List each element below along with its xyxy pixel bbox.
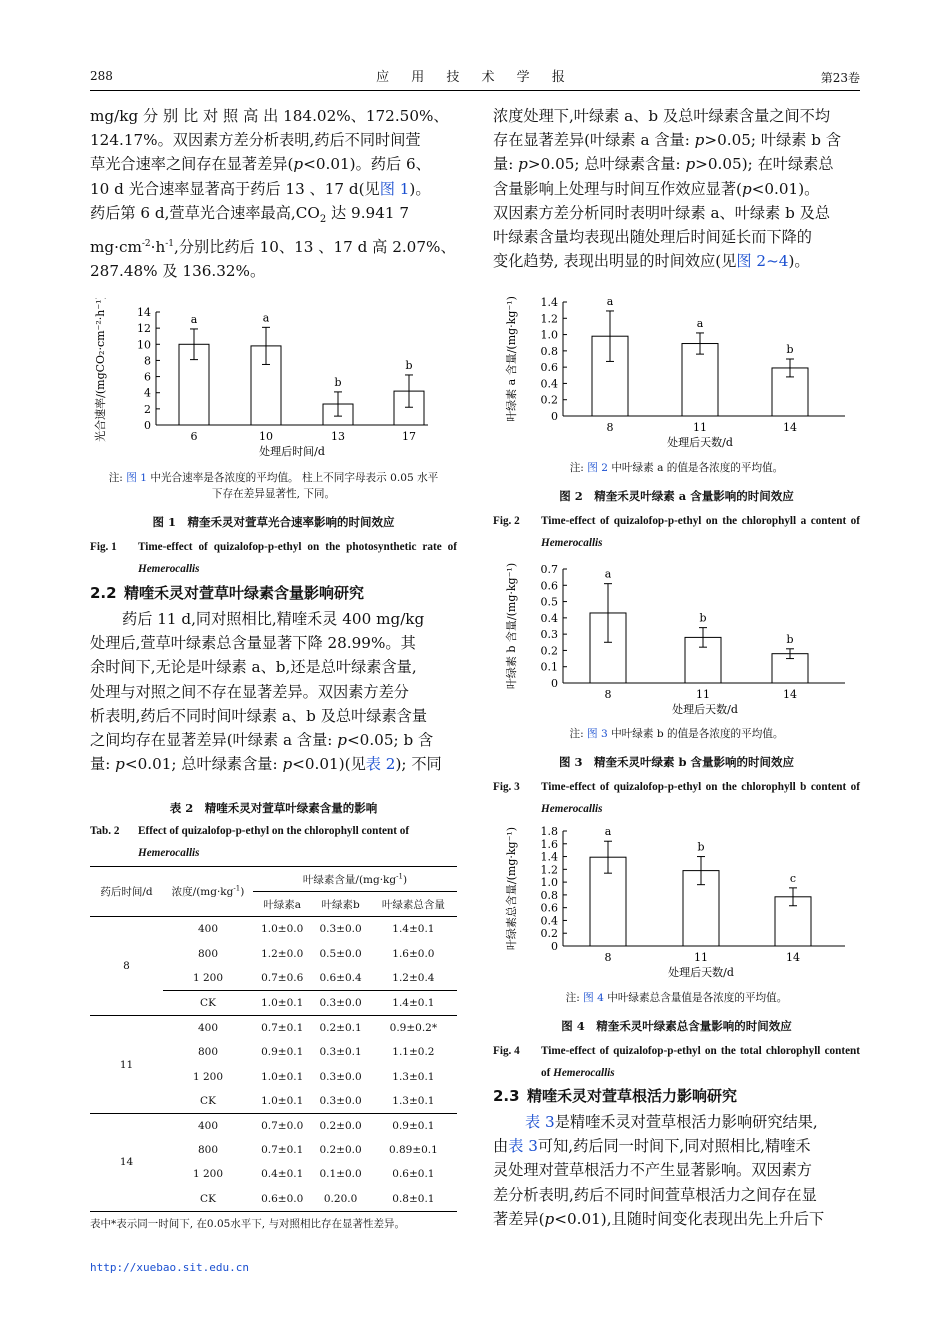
table-row: 800 0.9±0.1 0.3±0.1 1.1±0.2 <box>197 1046 435 1059</box>
significance-letter: b <box>699 611 707 625</box>
y-tick-label: 0.8 <box>540 888 558 902</box>
x-tick-label: 14 <box>786 951 800 964</box>
left-column-2 <box>90 582 457 776</box>
fig4-chart <box>493 820 860 986</box>
y-tick-label: 0.2 <box>540 393 558 407</box>
x-tick-label: 8 <box>604 951 612 964</box>
y-tick-label: 0.5 <box>540 595 558 609</box>
right-paragraph-2: 表 3是精喹禾灵对萱草根活力影响研究结果, 由表 3可知,药后同一时间下,同对照相比,精喹禾 灵处理对萱草根活力不产生显著影响。双因素方 差分析表明,药后不同时间萱草根活力之间存在显 著差异(p<0.01),且随时间变化表现出先上升后下 <box>493 1113 825 1228</box>
y-tick-label: 12 <box>137 322 151 336</box>
fig1-caption-zh: 图 1 精奎禾灵对萱草光合速率影响的时间效应 <box>152 515 395 529</box>
fig1-chart <box>90 298 457 466</box>
y-tick-label: 2 <box>144 402 151 416</box>
fig1-note: 注: 图 1 中光合速率是各浓度的平均值。 柱上不同字母表示 0.05 水平 下存在差异显著性, 下同。 <box>108 472 439 500</box>
running-header <box>90 66 860 88</box>
y-tick-label: 0.4 <box>540 611 558 625</box>
x-tick-label: 11 <box>696 688 710 701</box>
table-row: 1 200 0.7±0.6 0.6±0.4 1.2±0.4 <box>192 971 435 984</box>
y-tick-label: 1.4 <box>540 850 558 864</box>
fig2-note-ref[interactable]: 图 2 <box>587 462 608 474</box>
fig3-caption-en: Fig. 3 Time-effect of quizalofop-p-ethyl on the chlorophyll b content of Hemerocallis <box>493 781 860 815</box>
y-axis-label: 叶绿素 a 含量/(mg·kg⁻¹) <box>505 296 518 422</box>
y-tick-label: 0 <box>551 410 558 423</box>
fig1-caption-en: Fig. 1 Time-effect of quizalofop-p-ethyl on the photosynthetic rate of Hemerocallis <box>90 541 457 575</box>
table-row: CK 0.6±0.0 0.20.0 0.8±0.1 <box>90 1186 457 1211</box>
fig3-chart <box>493 558 860 722</box>
figure-2 <box>493 292 860 554</box>
x-tick-label: 14 <box>783 421 797 434</box>
th-total: 叶绿素总含量 <box>381 898 445 911</box>
left-paragraph-2: 药后 11 d,同对照相比,精喹禾灵 400 mg/kg 处理后,萱草叶绿素总含量显著下降 28.99%。其 余时间下,无论是叶绿素 a、b,还是总叶绿素含量, 处理与对照之间不存在显著差异。双因素方差分 析表明,药后不同时间叶绿素 a、b 及总叶绿素含量 之间均存在显著差异(叶绿素 a 含量: p<0.05; b 含 量: p<0.01; 总叶绿素含量: p<0.01)(见表 2); 不同 <box>90 610 442 774</box>
significance-letter: b <box>405 358 413 372</box>
x-axis-label: 处理后天数/d <box>668 966 734 979</box>
table3-ref-2[interactable]: 表 3 <box>508 1137 538 1156</box>
y-tick-label: 0.3 <box>540 628 558 642</box>
table2-grid <box>90 866 457 1212</box>
x-tick-label: 14 <box>783 688 797 701</box>
y-axis-label: 叶绿素总含量/(mg·kg⁻¹) <box>505 826 518 951</box>
y-tick-label: 1.8 <box>540 825 558 838</box>
y-tick-label: 1.0 <box>540 328 558 342</box>
y-tick-label: 0.6 <box>540 579 558 593</box>
significance-letter: b <box>334 375 342 389</box>
y-tick-label: 0.2 <box>540 927 558 941</box>
y-tick-label: 4 <box>144 386 151 400</box>
journal-title: 应 用 技 术 学 报 <box>376 70 574 85</box>
fig2-caption-en: Fig. 2 Time-effect of quizalofop-p-ethyl on the chlorophyll a content of Hemerocallis <box>493 515 860 549</box>
x-tick-label: 17 <box>402 430 416 443</box>
right-column <box>493 104 860 273</box>
y-tick-label: 0.4 <box>540 914 558 928</box>
y-tick-label: 0.6 <box>540 901 558 915</box>
fig1-note-ref[interactable]: 图 1 <box>126 472 147 484</box>
th-time: 药后时间/d <box>100 886 153 899</box>
volume: 第23卷 <box>820 71 860 85</box>
y-tick-label: 1.6 <box>540 837 558 851</box>
fig4-note: 注: 图 4 中叶绿素总含量值是各浓度的平均值。 <box>565 992 788 1004</box>
left-column <box>90 104 457 284</box>
page-number: 288 <box>90 69 113 83</box>
significance-letter: a <box>262 311 270 325</box>
header-rule <box>90 90 860 91</box>
y-tick-label: 0.6 <box>540 361 558 375</box>
x-tick-label: 10 <box>259 430 273 443</box>
table-row: 800 1.2±0.0 0.5±0.0 1.6±0.0 <box>197 947 435 960</box>
th-b: 叶绿素b <box>321 898 360 911</box>
fig3-note-ref[interactable]: 图 3 <box>587 728 608 740</box>
right-paragraph-1: 浓度处理下,叶绿素 a、b 及总叶绿素含量之间不均 存在显著差异(叶绿素 a 含量: p>0.05; 叶绿素 b 含 量: p>0.05; 总叶绿素含量: p>0.05); 在叶绿素总 含量影响上处理与时间互作效应显著(p<0.01)。 双因素方差分析同时表明叶绿素 a、叶绿素 b 及总 叶绿素含量均表现出随处理后时间延长而下降的 变化趋势, 表现出明显的时间效应(见图 2~4)。 <box>493 107 842 271</box>
fig3-caption-zh: 图 3 精奎禾灵叶绿素 b 含量影响的时间效应 <box>558 755 795 769</box>
figure-1 <box>90 298 457 580</box>
fig2-caption-zh: 图 2 精奎禾灵叶绿素 a 含量影响的时间效应 <box>559 489 794 503</box>
x-axis-label: 处理后天数/d <box>672 703 738 716</box>
x-tick-label: 8 <box>606 421 614 434</box>
x-tick-label: 11 <box>693 421 707 434</box>
y-tick-label: 1.2 <box>540 312 558 326</box>
x-tick-label: 6 <box>190 430 198 443</box>
x-axis-label: 处理后时间/d <box>259 445 325 458</box>
fig4-caption-en: Fig. 4 Time-effect of quizalofop-p-ethyl on the total chlorophyll content of Hemerocallis <box>493 1045 860 1079</box>
table-row: 1 200 1.0±0.1 0.3±0.0 1.3±0.1 <box>192 1070 435 1083</box>
table2-ref[interactable]: 表 2 <box>365 755 396 774</box>
fig2-note: 注: 图 2 中叶绿素 a 的值是各浓度的平均值。 <box>569 462 784 474</box>
y-tick-label: 1.0 <box>540 876 558 890</box>
y-tick-label: 1.2 <box>540 863 558 877</box>
table2-footnote: 表中*表示同一时间下, 在0.05水平下, 与对照相比存在显著性差异。 <box>90 1217 405 1230</box>
y-tick-label: 0 <box>144 419 151 432</box>
y-tick-label: 0.8 <box>540 344 558 358</box>
y-axis-label: 光合速率/(mgCO₂·cm⁻²·h⁻¹) <box>94 298 107 442</box>
x-tick-label: 13 <box>331 430 345 443</box>
y-tick-label: 0.2 <box>540 644 558 658</box>
table3-ref[interactable]: 表 3 <box>525 1113 555 1131</box>
table2-caption-zh: 表 2 精喹禾灵对萱草叶绿素含量的影响 <box>169 801 378 815</box>
significance-letter: a <box>696 316 704 330</box>
y-tick-label: 14 <box>137 306 151 319</box>
fig2-4-ref[interactable]: 图 2~4 <box>736 252 789 271</box>
y-tick-label: 0.7 <box>540 563 558 576</box>
footer-url[interactable]: http://xuebao.sit.edu.cn <box>90 1261 249 1274</box>
y-tick-label: 0 <box>551 940 558 953</box>
fig2-chart <box>493 292 860 456</box>
significance-letter: a <box>604 825 612 839</box>
table-row: 800 0.7±0.1 0.2±0.0 0.89±0.1 <box>197 1144 438 1157</box>
significance-letter: b <box>786 632 794 646</box>
y-axis-label: 叶绿素 b 含量/(mg·kg⁻¹) <box>505 562 518 690</box>
th-a: 叶绿素a <box>263 898 302 911</box>
right-column-2 <box>493 1085 860 1231</box>
y-tick-label: 10 <box>137 338 151 352</box>
table-row: 14 400 0.7±0.0 0.2±0.0 0.9±0.1 <box>119 1119 435 1169</box>
significance-letter: b <box>697 840 705 854</box>
table-row: 11 400 0.7±0.1 0.2±0.1 0.9±0.2* <box>119 1022 438 1071</box>
x-tick-label: 11 <box>694 951 708 964</box>
section-2-2-heading: 2.2 精喹禾灵对萱草叶绿素含量影响研究 <box>90 584 365 602</box>
y-tick-label: 8 <box>144 354 151 368</box>
fig1-ref[interactable]: 图 1 <box>379 179 410 198</box>
table2-caption-en: Tab. 2 Effect of quizalofop-p-ethyl on the chlorophyll content of Hemerocallis <box>90 825 410 859</box>
significance-letter: a <box>190 312 198 326</box>
figure-3 <box>493 558 860 820</box>
fig3-note: 注: 图 3 中叶绿素 b 的值是各浓度的平均值。 <box>569 728 784 740</box>
x-tick-label: 8 <box>604 688 612 701</box>
left-paragraph-1: mg/kg 分 别 比 对 照 高 出 184.02%、172.50%、 124.17%。双因素方差分析表明,药后不同时间萱 草光合速率之间存在显著差异(p<0.01)。药后 6、 10 d 光合速率显著高于药后 13 、17 d(见图 1)。 药后第 6 d,萱草光合速率最高$,CO_2$ 达 9.941 7 $mg\cdot cm^{-2}\cdot h^{-1}$,分别比药后 10、13 、17 d 高 2.07%、 287.48% 及 136.32%。 <box>90 107 456 281</box>
table-row: CK 1.0±0.1 0.3±0.0 1.3±0.1 <box>90 1089 457 1114</box>
fig4-note-ref[interactable]: 图 4 <box>583 992 604 1004</box>
y-tick-label: 0.1 <box>540 660 558 674</box>
table-row: 1 200 0.4±0.1 0.1±0.0 0.6±0.1 <box>192 1168 435 1181</box>
fig4-caption-zh: 图 4 精奎禾灵叶绿素总含量影响的时间效应 <box>561 1019 792 1033</box>
x-axis-label: 处理后天数/d <box>667 436 733 449</box>
table-row: 8 400 1.0±0.0 0.3±0.0 1.4±0.1 <box>123 923 435 973</box>
significance-letter: c <box>789 871 797 885</box>
th-conc: 浓度$/(mg\cdot kg^{-1})$ <box>171 884 245 899</box>
y-tick-label: 6 <box>144 370 151 384</box>
th-group: 叶绿素含量$/(mg\cdot kg^{-1})$ <box>253 867 457 892</box>
table-row: CK 1.0±0.1 0.3±0.0 1.4±0.1 <box>90 990 457 1015</box>
y-tick-label: 0.4 <box>540 377 558 391</box>
significance-letter: b <box>786 343 794 356</box>
y-tick-label: 1.4 <box>540 296 558 309</box>
y-tick-label: 0 <box>551 677 558 690</box>
figure-4 <box>493 820 860 1084</box>
significance-letter: a <box>604 567 612 581</box>
table-2 <box>90 800 457 1231</box>
section-2-3-heading: 2.3 精喹禾灵对萱草根活力影响研究 <box>493 1087 738 1105</box>
significance-letter: a <box>606 294 614 308</box>
